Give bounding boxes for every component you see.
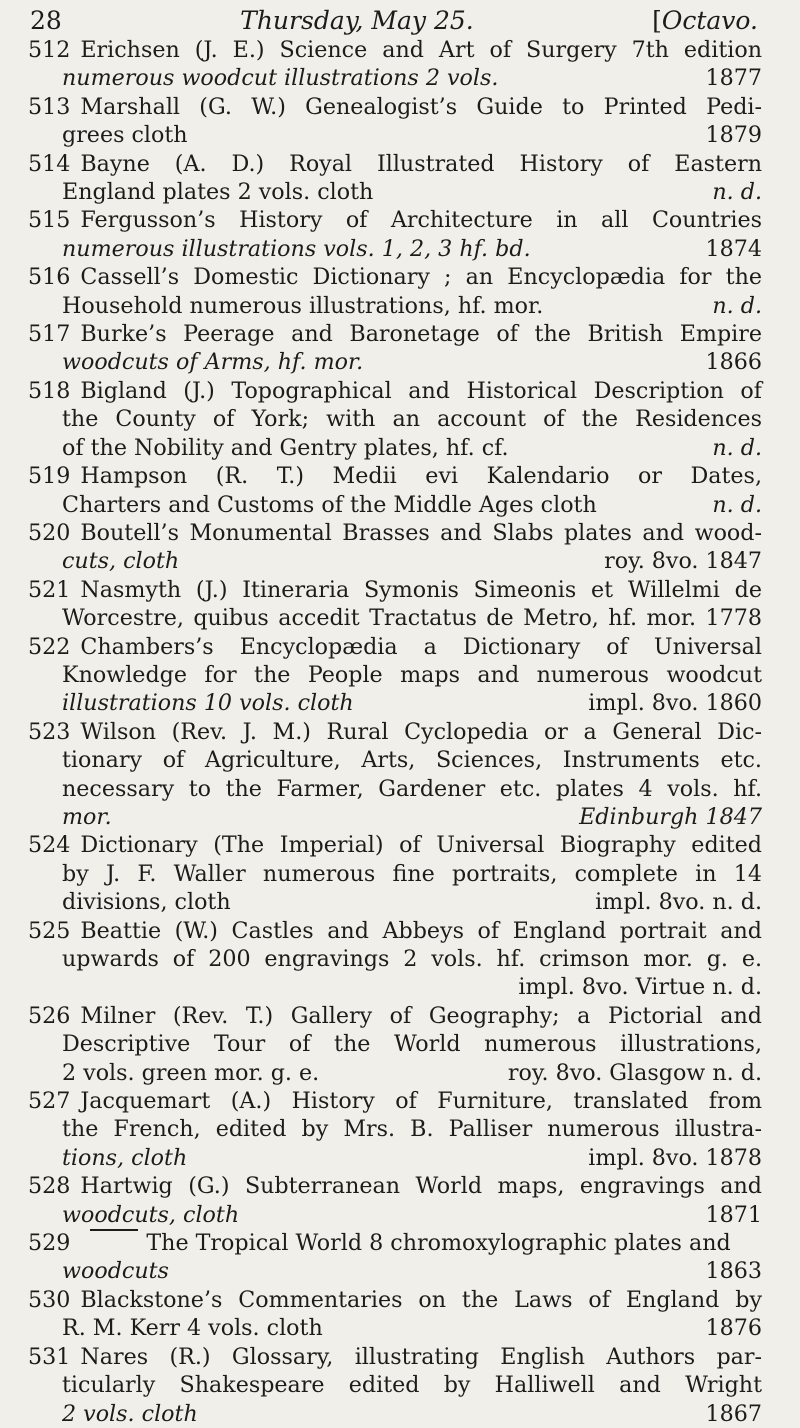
lot-entry: 517 Burke’s Peerage and Baronetage of the British Empire woodcuts of Arms, hf. mor. 1866	[28, 321, 762, 376]
lot-entry: 512 Erichsen (J. E.) Science and Art of Surgery 7th edition numerous woodcut illustrations 2 vols. 1877	[28, 37, 762, 92]
lot-entry: 522 Chambers’s Encyclopædia a Dictionary of Universal Knowledge for the People maps and numerous woodcut illustrations 10 vols. cloth impl. 8vo. 1860	[28, 633, 762, 717]
lot-entry: 528 Hartwig (G.) Subterranean World maps, engravings and woodcuts, cloth 1871	[28, 1173, 762, 1228]
lot-entry: 518 Bigland (J.) Topographical and Historical Description of the County of York; with an account of the Residences of the Nobility and Gentry plates, hf. cf. n. d.	[28, 377, 762, 461]
lot-entry: 513 Marshall (G. W.) Genealogist’s Guide to Printed Pedi- grees cloth 1879	[28, 93, 762, 149]
lot-entry: 524 Dictionary (The Imperial) of Universal Biography edited by J. F. Waller numerous fine portraits, complete in 14 divisions, cloth impl. 8vo. n. d.	[28, 832, 762, 916]
lot-entry: 516 Cassell’s Domestic Dictionary ; an Encyclopædia for the Household numerous illustrations, hf. mor. n. d.	[28, 264, 762, 319]
lot-entry: 519 Hampson (R. T.) Medii evi Kalendario or Dates, Charters and Customs of the Middle Ages cloth n. d.	[28, 463, 762, 518]
ditto-dash	[90, 1229, 138, 1257]
lot-entry: 531 Nares (R.) Glossary, illustrating English Authors par- ticularly Shakespeare edited by Halliwell and Wright 2 vols. cloth 1867	[28, 1343, 762, 1427]
lot-entry: 521 Nasmyth (J.) Itineraria Symonis Simeonis et Willelmi de Worcestre, quibus accedit Tractatus de Metro, hf. mor. 1778	[28, 576, 762, 632]
lot-entry: 523 Wilson (Rev. J. M.) Rural Cyclopedia or a General Dic- tionary of Agriculture, Arts, Sciences, Instruments etc. necessary to the Farmer, Gardener etc. plates 4 vols. hf. mor. Edinburgh 1847	[28, 718, 762, 830]
page-number: 28	[30, 6, 62, 35]
book-format: [Octavo.	[652, 6, 758, 35]
lot-entry: 529 The Tropical World 8 chromoxylographic plates and woodcuts 1863	[28, 1230, 762, 1285]
lot-entry: 525 Beattie (W.) Castles and Abbeys of England portrait and upwards of 200 engravings 2 vols. hf. crimson mor. g. e. impl. 8vo. Virtue n. d.	[28, 917, 762, 1001]
lot-entry: 527 Jacquemart (A.) History of Furniture, translated from the French, edited by Mrs. B. Palliser numerous illustra- tions, cloth impl. 8vo. 1878	[28, 1088, 762, 1171]
catalogue-entries	[28, 36, 762, 1428]
lot-entry: 515 Fergusson’s History of Architecture in all Countries numerous illustrations vols. 1, 2, 3 hf. bd. 1874	[28, 207, 762, 262]
lot-entry: 520 Boutell’s Monumental Brasses and Slabs plates and wood- cuts, cloth roy. 8vo. 1847	[28, 519, 762, 575]
sale-date: Thursday, May 25.	[240, 6, 474, 35]
lot-entry: 526 Milner (Rev. T.) Gallery of Geography; a Pictorial and Descriptive Tour of the World numerous illustrations, 2 vols. green mor. g. e. roy. 8vo. Glasgow n. d.	[28, 1002, 762, 1086]
lot-entry: 530 Blackstone’s Commentaries on the Laws of England by R. M. Kerr 4 vols. cloth 1876	[28, 1286, 762, 1342]
lot-entry: 514 Bayne (A. D.) Royal Illustrated History of Eastern England plates 2 vols. cloth n. d.	[28, 150, 762, 206]
